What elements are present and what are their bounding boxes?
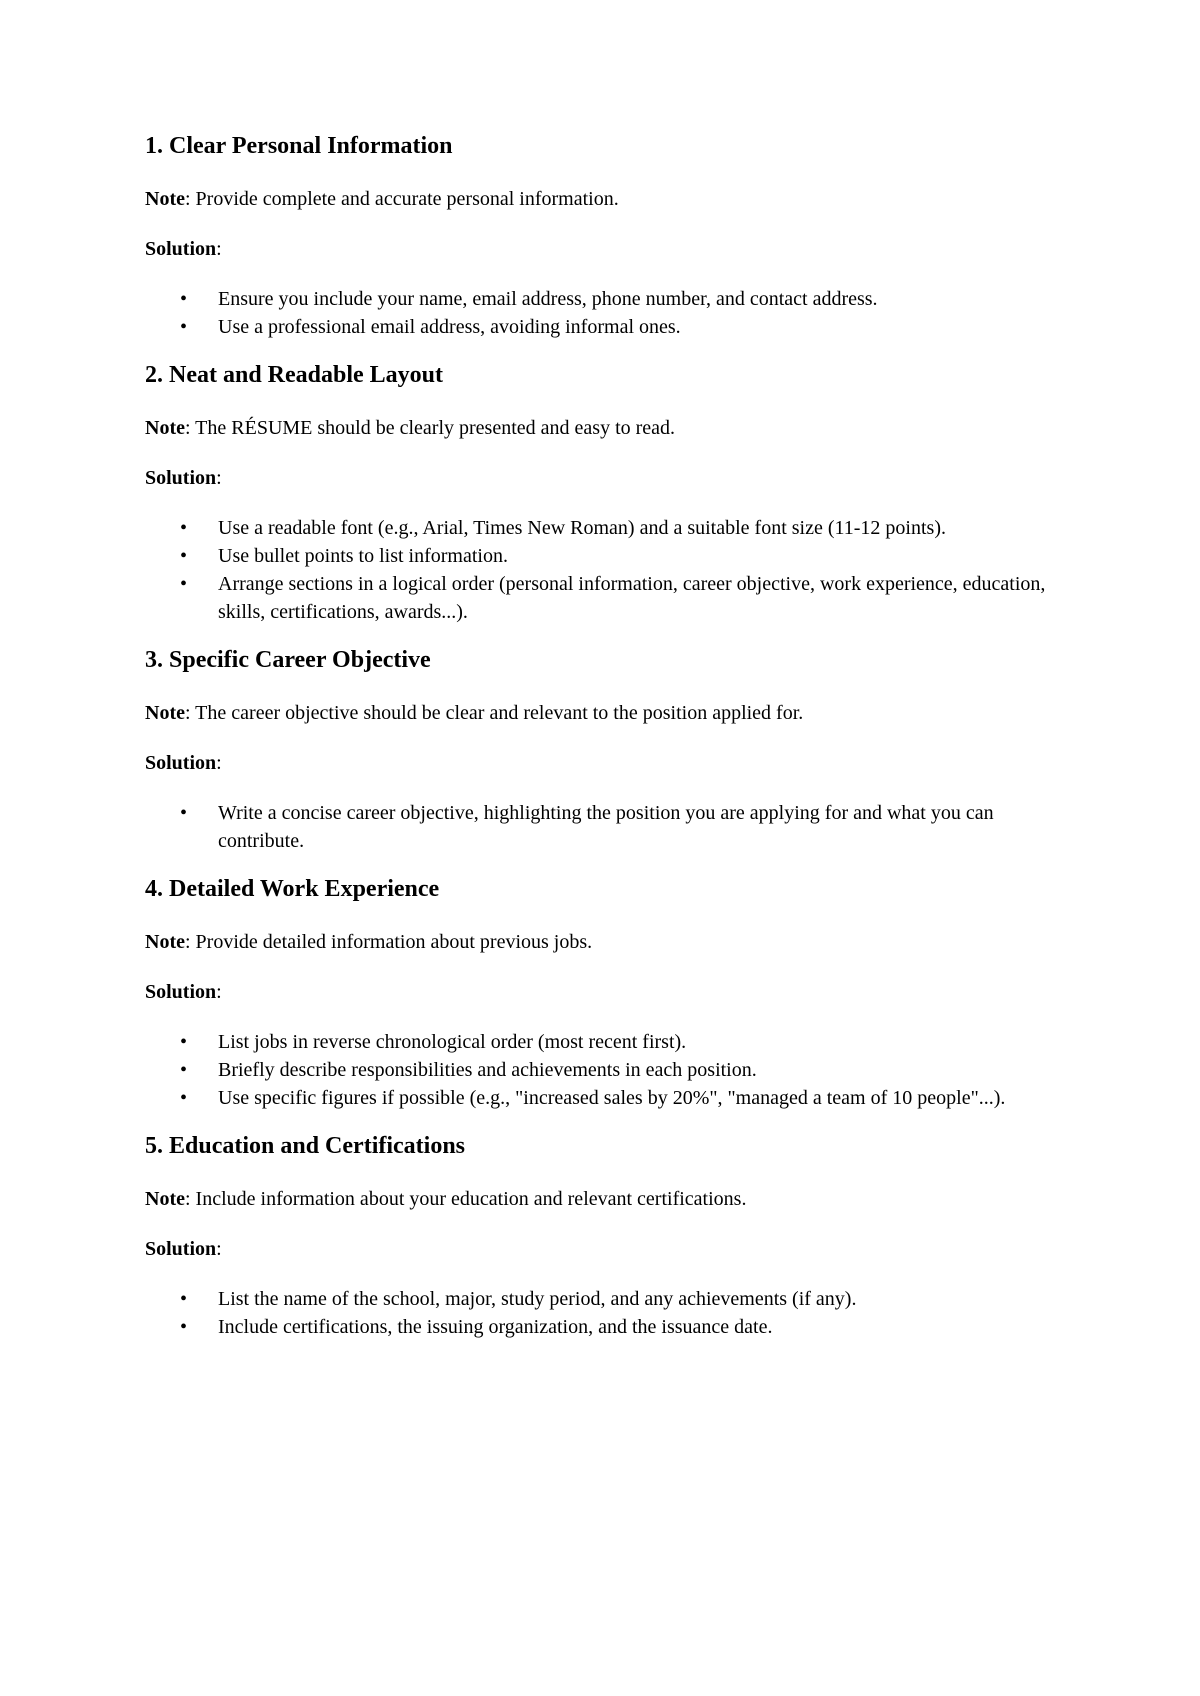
bullet-list	[145, 514, 1075, 626]
list-item	[145, 285, 1075, 313]
solution-colon: :	[216, 752, 222, 774]
bullet-icon: •	[180, 573, 188, 595]
section-title: 3. Specific Career Objective	[145, 647, 431, 673]
list-item-text: Write a concise career objective, highlighting the position you are applying for and what you can contribute.	[218, 802, 994, 852]
list-item	[145, 1028, 1075, 1056]
note-line	[145, 1185, 1075, 1213]
note-label: Note	[145, 1188, 185, 1210]
bullet-list	[145, 799, 1075, 855]
list-item-text: List jobs in reverse chronological order (most recent first).	[218, 1031, 687, 1053]
note-label: Note	[145, 931, 185, 953]
note-text: : The RÉSUME should be clearly presented and easy to read.	[184, 417, 676, 439]
bullet-icon: •	[180, 517, 188, 539]
solution-line	[145, 464, 1075, 492]
section-career-objective	[145, 644, 1075, 855]
solution-line	[145, 235, 1075, 263]
list-item	[145, 313, 1075, 341]
list-item-text: Use a professional email address, avoiding informal ones.	[218, 316, 681, 338]
bullet-icon: •	[180, 1087, 188, 1109]
solution-label: Solution	[145, 1238, 217, 1260]
bullet-icon: •	[180, 1288, 188, 1310]
note-text: : The career objective should be clear and relevant to the position applied for.	[184, 702, 804, 724]
bullet-icon: •	[180, 288, 188, 310]
solution-label: Solution	[145, 238, 217, 260]
list-item	[145, 570, 1075, 626]
list-item-text: Ensure you include your name, email address, phone number, and contact address.	[218, 288, 878, 310]
solution-colon: :	[216, 238, 222, 260]
list-item	[145, 1084, 1075, 1112]
bullet-icon: •	[180, 802, 188, 824]
bullet-icon: •	[180, 316, 188, 338]
solution-line	[145, 749, 1075, 777]
list-item-text: Briefly describe responsibilities and achievements in each position.	[218, 1059, 757, 1081]
note-text: : Include information about your education and relevant certifications.	[184, 1188, 747, 1210]
list-item	[145, 1313, 1075, 1341]
solution-colon: :	[216, 467, 222, 489]
list-item-text: Use specific figures if possible (e.g., "increased sales by 20%", "managed a team of 10 people"...).	[218, 1087, 1006, 1109]
list-item	[145, 1285, 1075, 1313]
list-item	[145, 1056, 1075, 1084]
bullet-list	[145, 285, 1075, 341]
section-work-experience	[145, 873, 1075, 1112]
bullet-icon: •	[180, 1031, 188, 1053]
note-text: : Provide complete and accurate personal information.	[184, 188, 619, 210]
section-layout	[145, 359, 1075, 626]
list-item	[145, 799, 1075, 855]
note-line	[145, 928, 1075, 956]
section-title: 1. Clear Personal Information	[145, 133, 453, 159]
solution-colon: :	[216, 981, 222, 1003]
note-label: Note	[145, 188, 185, 210]
note-label: Note	[145, 417, 185, 439]
list-item	[145, 514, 1075, 542]
document-page	[145, 130, 1075, 1359]
solution-label: Solution	[145, 981, 217, 1003]
list-item	[145, 542, 1075, 570]
bullet-list	[145, 1028, 1075, 1112]
solution-line	[145, 978, 1075, 1006]
bullet-icon: •	[180, 545, 188, 567]
bullet-list	[145, 1285, 1075, 1341]
section-title: 5. Education and Certifications	[145, 1133, 466, 1159]
section-title: 2. Neat and Readable Layout	[145, 362, 444, 388]
section-education	[145, 1130, 1075, 1341]
bullet-icon: •	[180, 1316, 188, 1338]
note-label: Note	[145, 702, 185, 724]
list-item-text: Include certifications, the issuing organization, and the issuance date.	[218, 1316, 773, 1338]
list-item-text: List the name of the school, major, study period, and any achievements (if any).	[218, 1288, 857, 1310]
note-line	[145, 414, 1075, 442]
list-item-text: Use a readable font (e.g., Arial, Times New Roman) and a suitable font size (11-12 points).	[218, 517, 946, 539]
note-text: : Provide detailed information about previous jobs.	[184, 931, 593, 953]
bullet-icon: •	[180, 1059, 188, 1081]
note-line	[145, 699, 1075, 727]
note-line	[145, 185, 1075, 213]
solution-colon: :	[216, 1238, 222, 1260]
section-personal-information	[145, 130, 1075, 341]
list-item-text: Arrange sections in a logical order (personal information, career objective, work experience, education, skills, certifications, awards...).	[218, 573, 1046, 623]
solution-label: Solution	[145, 752, 217, 774]
solution-line	[145, 1235, 1075, 1263]
solution-label: Solution	[145, 467, 217, 489]
list-item-text: Use bullet points to list information.	[218, 545, 508, 567]
section-title: 4. Detailed Work Experience	[145, 876, 440, 902]
